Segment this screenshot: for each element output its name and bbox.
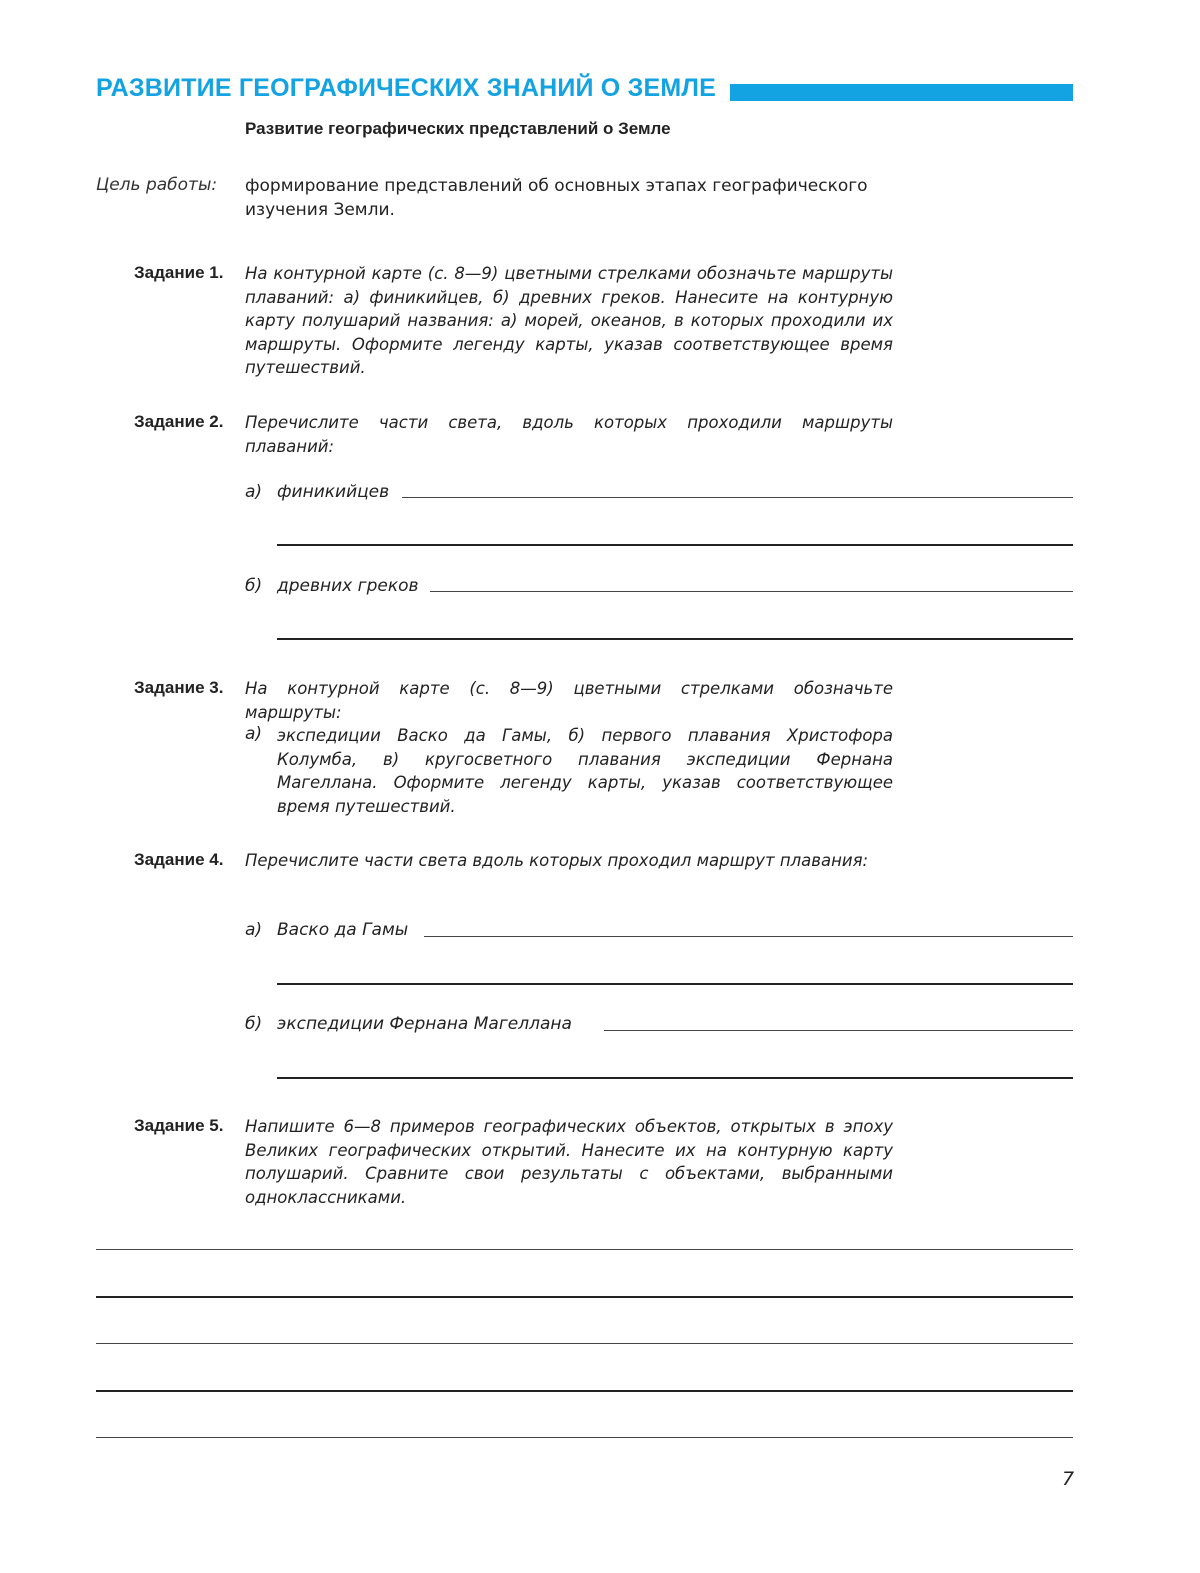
task-5-text: Напишите 6—8 примеров географических объектов, открытых в эпоху Великих географических открытий. Нанесите их на контурную карту полушарий. Сравните свои результаты с объектами, выбранными одноклассниками. [245, 1117, 893, 1207]
task-4-label: Задание 4. [134, 850, 224, 869]
task-1-label: Задание 1. [134, 263, 224, 282]
answer-line-5-1[interactable] [96, 1249, 1073, 1250]
answer-line-5-4[interactable] [96, 1390, 1073, 1392]
task-4-a-label: Васко да Гамы [277, 920, 409, 940]
answer-line-5-5[interactable] [96, 1437, 1073, 1438]
task-2-a-label: финикийцев [277, 482, 390, 502]
task-3-text: На контурной карте (с. 8—9) цветными стрелками обозначьте маршруты: [245, 679, 893, 722]
task-3-label: Задание 3. [134, 678, 224, 697]
answer-line-5-2[interactable] [96, 1296, 1073, 1298]
answer-line-5-3[interactable] [96, 1343, 1073, 1344]
answer-line-4a-1[interactable] [424, 936, 1073, 937]
answer-line-4a-2[interactable] [277, 983, 1073, 985]
task-4-text: Перечислите части света вдоль которых проходил маршрут плавания: [245, 851, 869, 870]
page-subtitle: Развитие географических представлений о Земле [245, 119, 671, 138]
task-2-text: Перечислите части света, вдоль которых проходили маршруты плаваний: [245, 413, 893, 456]
answer-line-4b-2[interactable] [277, 1077, 1073, 1079]
page-number: 7 [1062, 1468, 1075, 1490]
task-2-b-label: древних греков [277, 576, 419, 596]
answer-line-2b-1[interactable] [430, 591, 1073, 592]
task-1-text: На контурной карте (с. 8—9) цветными стрелками обозначьте маршруты плаваний: а) финикийцев, б) древних греков. Нанесите на контурную карту полушарий названия: а) морей, океанов, в которых проходили их маршруты. Оформите легенду карты, указав соответствующее время путешествий. [245, 264, 893, 377]
section-title: РАЗВИТИЕ ГЕОГРАФИЧЕСКИХ ЗНАНИЙ О ЗЕМЛЕ [96, 74, 716, 102]
answer-line-2a-1[interactable] [402, 497, 1073, 498]
task-3-a-text: экспедиции Васко да Гамы, б) первого плавания Христофора Колумба, в) кругосветного плавания экспедиции Фернана Магеллана. Оформите легенду карты, указав соответствующее время путешествий. [277, 726, 893, 816]
task-2-label: Задание 2. [134, 412, 224, 431]
answer-line-4b-1[interactable] [604, 1030, 1073, 1031]
task-4-b-letter: б) [245, 1014, 263, 1034]
task-4-b-label: экспедиции Фернана Магеллана [277, 1014, 572, 1034]
header-accent-bar [730, 84, 1073, 101]
task-3-a-letter: а) [245, 724, 263, 744]
task-2-a-letter: а) [245, 482, 263, 502]
answer-line-2b-2[interactable] [277, 638, 1073, 640]
answer-line-2a-2[interactable] [277, 544, 1073, 546]
task-5-label: Задание 5. [134, 1116, 224, 1135]
goal-label: Цель работы: [96, 175, 218, 195]
task-2-b-letter: б) [245, 576, 263, 596]
task-4-a-letter: а) [245, 920, 263, 940]
goal-text: формирование представлений об основных этапах географического изучения Земли. [245, 176, 868, 220]
